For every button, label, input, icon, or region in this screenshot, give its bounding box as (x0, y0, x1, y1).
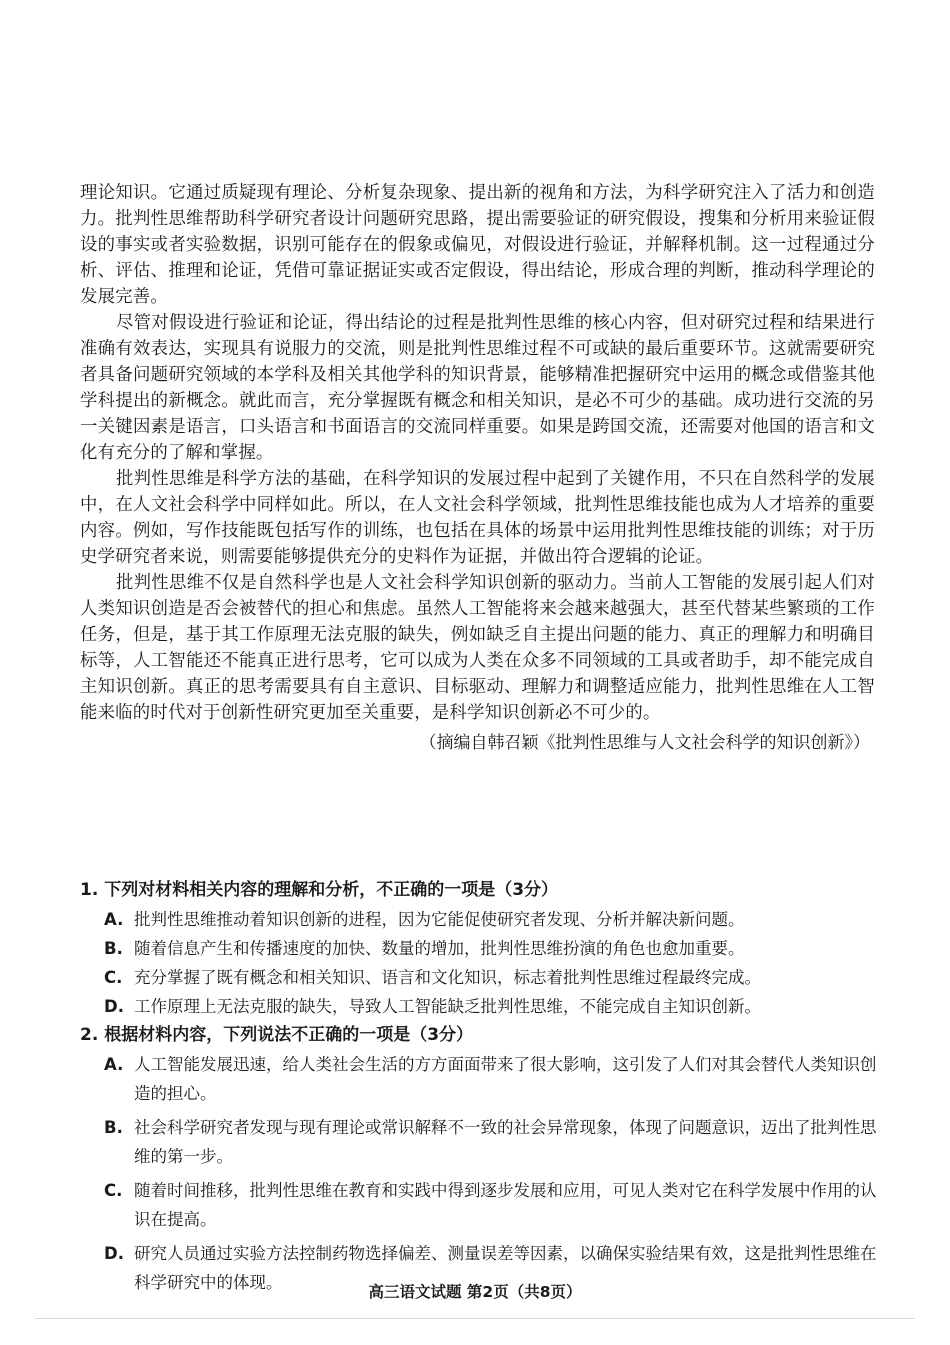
option-text: 批判性思维推动着知识创新的进程，因为它能促使研究者发现、分析并解决新问题。 (134, 910, 745, 929)
question-2-option-a (104, 1050, 880, 1108)
question-1-stem: 1. 下列对材料相关内容的理解和分析，不正确的一项是（3分） (80, 880, 559, 900)
option-label: C. (104, 1181, 123, 1200)
option-text: 工作原理上无法克服的缺失，导致人工智能缺乏批判性思维，不能完成自主知识创新。 (134, 997, 761, 1016)
question-2 (80, 1021, 880, 1297)
option-text: 随着信息产生和传播速度的加快、数量的增加，批判性思维扮演的角色也愈加重要。 (134, 939, 745, 958)
question-2-option-c (104, 1176, 880, 1234)
option-label: D. (104, 997, 124, 1016)
passage-paragraph-2: 尽管对假设进行验证和论证，得出结论的过程是批判性思维的核心内容，但对研究过程和结果进行准确有效表达，实现具有说服力的交流，则是批判性思维过程不可或缺的最后重要环节。这就需要研究者具备问题研究领域的本学科及相关其他学科的知识背景，能够精准把握研究中运用的概念或借鉴其他学科提出的新概念。就此而言，充分掌握既有概念和相关知识，是必不可少的基础。成功进行交流的另一关键因素是语言，口头语言和书面语言的交流同样重要。如果是跨国交流，还需要对他国的语言和文化有充分的了解和掌握。 (80, 313, 875, 463)
question-1 (80, 876, 880, 1021)
option-label: B. (104, 939, 123, 958)
option-label: B. (104, 1118, 123, 1137)
bottom-divider (35, 1318, 915, 1319)
option-label: D. (104, 1244, 124, 1263)
question-1-option-a (104, 905, 880, 934)
passage-paragraph-3: 批判性思维是科学方法的基础，在科学知识的发展过程中起到了关键作用，不只在自然科学的发展中，在人文社会科学中同样如此。所以，在人文社会科学领域，批判性思维技能也成为人才培养的重要内容。例如，写作技能既包括写作的训练，也包括在具体的场景中运用批判性思维技能的训练；对于历史学研究者来说，则需要能够提供充分的史料作为证据，并做出符合逻辑的论证。 (80, 469, 875, 567)
question-1-option-c (104, 963, 880, 992)
option-text: 人工智能发展迅速，给人类社会生活的方方面面带来了很大影响，这引发了人们对其会替代人类知识创造的担心。 (134, 1055, 877, 1103)
option-label: C. (104, 968, 123, 987)
passage-paragraph-1: 理论知识。它通过质疑现有理论、分析复杂现象、提出新的视角和方法，为科学研究注入了活力和创造力。批判性思维帮助科学研究者设计问题研究思路，提出需要验证的研究假设，搜集和分析用来验证假设的事实或者实验数据，识别可能存在的假象或偏见，对假设进行验证，并解释机制。这一过程通过分析、评估、推理和论证，凭借可靠证据证实或否定假设，得出结论，形成合理的判断，推动科学理论的发展完善。 (80, 183, 875, 307)
passage-paragraph-4: 批判性思维不仅是自然科学也是人文社会科学知识创新的驱动力。当前人工智能的发展引起人们对人类知识创造是否会被替代的担心和焦虑。虽然人工智能将来会越来越强大，甚至代替某些繁琐的工作任务，但是，基于其工作原理无法克服的缺失，例如缺乏自主提出问题的能力、真正的理解力和明确目标等，人工智能还不能真正进行思考，它可以成为人类在众多不同领域的工具或者助手，却不能完成自主知识创新。真正的思考需要具有自主意识、目标驱动、理解力和调整适应能力，批判性思维在人工智能来临的时代对于创新性研究更加至关重要，是科学知识创新必不可少的。 (80, 573, 875, 723)
option-text: 研究人员通过实验方法控制药物选择偏差、测量误差等因素，以确保实验结果有效，这是批判性思维在科学研究中的体现。 (134, 1244, 877, 1292)
reading-passage (80, 180, 875, 756)
question-1-option-b (104, 934, 880, 963)
option-label: A. (104, 1055, 124, 1074)
option-text: 随着时间推移，批判性思维在教育和实践中得到逐步发展和应用，可见人类对它在科学发展中作用的认识在提高。 (134, 1181, 877, 1229)
question-1-option-d (104, 992, 880, 1021)
option-label: A. (104, 910, 124, 929)
questions-section (80, 876, 880, 1302)
question-2-stem: 2. 根据材料内容，下列说法不正确的一项是（3分） (80, 1025, 474, 1045)
option-text: 社会科学研究者发现与现有理论或常识解释不一致的社会异常现象，体现了问题意识，迈出了批判性思维的第一步。 (134, 1118, 877, 1166)
passage-source: （摘编自韩召颖《批判性思维与人文社会科学的知识创新》） (419, 733, 870, 753)
option-text: 充分掌握了既有概念和相关知识、语言和文化知识，标志着批判性思维过程最终完成。 (134, 968, 761, 987)
question-2-option-b (104, 1113, 880, 1171)
page-footer: 高三语文试题 第2页（共8页） (368, 1283, 582, 1301)
